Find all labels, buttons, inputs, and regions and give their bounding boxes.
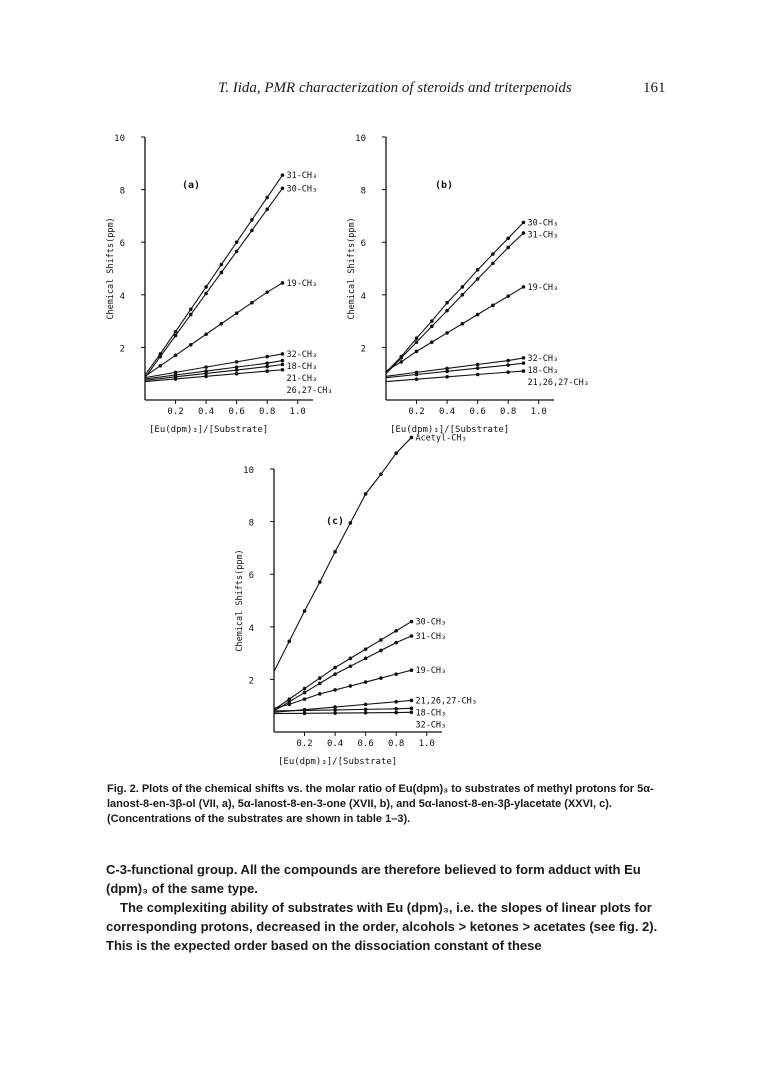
series-label: 26,27-CH₃ [286, 385, 333, 396]
series-label: 21,26,27-CH₃ [415, 696, 477, 707]
data-point [522, 356, 526, 360]
data-point [250, 229, 254, 233]
data-point [379, 472, 383, 476]
data-point [235, 311, 239, 315]
data-point [364, 708, 368, 712]
y-tick-label: 2 [248, 676, 254, 687]
data-point [410, 699, 414, 703]
series-line [386, 233, 523, 374]
y-axis-label: Chemical Shifts(ppm) [347, 217, 357, 320]
data-point [506, 363, 510, 367]
y-tick-label: 6 [360, 239, 366, 250]
y-tick-label: 8 [119, 186, 125, 197]
data-point [333, 550, 337, 554]
x-tick-label: 0.8 [259, 407, 276, 417]
chart-panel-b [340, 120, 589, 450]
data-point [303, 691, 307, 695]
data-point [204, 375, 208, 379]
x-axis-label: [Eu(dpm)₃]/[Substrate] [149, 425, 269, 435]
series-line [386, 371, 523, 382]
data-point [410, 634, 414, 638]
data-point [333, 711, 337, 715]
series-label: 19-CH₃ [415, 666, 447, 677]
series-label: 30-CH₃ [286, 184, 318, 195]
data-point [220, 322, 224, 326]
data-point [318, 692, 322, 696]
data-point [364, 711, 368, 715]
series-line [386, 358, 523, 376]
data-point [399, 360, 403, 364]
series-label: 30-CH₃ [415, 617, 447, 628]
data-point [430, 325, 434, 329]
data-point [281, 359, 285, 363]
data-point [250, 218, 254, 222]
y-tick-label: 2 [119, 344, 125, 355]
data-point [410, 668, 414, 672]
data-point [349, 657, 353, 661]
series-line [274, 712, 411, 713]
data-point [476, 363, 480, 367]
y-axis-label: Chemical Shifts(ppm) [106, 217, 116, 320]
data-point [364, 647, 368, 651]
data-point [379, 649, 383, 653]
data-point [445, 375, 449, 379]
panel-label: (a) [182, 180, 201, 191]
y-tick-label: 6 [119, 239, 125, 250]
series-label: 18-CH₃ [527, 365, 559, 376]
data-point [265, 208, 269, 212]
data-point [461, 322, 465, 326]
data-point [364, 703, 368, 707]
x-tick-label: 0.2 [167, 407, 184, 417]
data-point [318, 676, 322, 680]
data-point [476, 373, 480, 377]
data-point [349, 664, 353, 668]
series-label: 19-CH₃ [527, 282, 559, 293]
data-point [394, 700, 398, 704]
series-label: 21-CH₃ [286, 373, 318, 384]
series-label: 21,26,27-CH₃ [527, 377, 589, 388]
data-point [235, 240, 239, 244]
data-point [281, 352, 285, 356]
data-point [394, 451, 398, 455]
series-line [145, 283, 282, 376]
panel-label: (b) [435, 180, 454, 191]
data-point [250, 301, 254, 305]
series-label: 31-CH₃ [286, 171, 318, 182]
x-tick-label: 0.6 [469, 407, 486, 417]
series-line [145, 370, 282, 382]
data-point [522, 231, 526, 235]
x-axis-label: [Eu(dpm)₃]/[Substrate] [278, 757, 398, 767]
data-point [303, 687, 307, 691]
data-point [318, 580, 322, 584]
data-point [506, 236, 510, 240]
data-point [281, 368, 285, 372]
data-point [235, 368, 239, 372]
data-point [394, 641, 398, 645]
y-tick-label: 10 [243, 466, 254, 476]
data-point [410, 436, 414, 440]
data-point [415, 377, 419, 381]
series-label: 31-CH₃ [415, 632, 447, 643]
series-label: 19-CH₃ [286, 278, 318, 289]
data-point [364, 680, 368, 684]
y-tick-label: 6 [248, 571, 254, 582]
data-point [415, 350, 419, 354]
data-point [522, 285, 526, 289]
data-point [399, 356, 403, 360]
body-paragraph: The complexiting ability of substrates with Eu (dpm)₃, i.e. the slopes of linear plots for corresponding protons, decreased in the order, alcohols > ketones > acetates (see fig. 2). This is the expected order based on the dissociation constant of these [106, 900, 658, 953]
data-point [333, 672, 337, 676]
data-point [189, 343, 193, 347]
data-point [158, 364, 162, 368]
data-point [379, 638, 383, 642]
page-header [0, 80, 780, 100]
data-point [476, 366, 480, 370]
data-point [364, 657, 368, 661]
data-point [394, 711, 398, 715]
data-point [265, 365, 269, 369]
data-point [506, 370, 510, 374]
data-point [265, 196, 269, 200]
y-tick-label: 4 [119, 291, 125, 302]
data-point [415, 336, 419, 340]
page-number: 161 [643, 80, 666, 96]
data-point [445, 309, 449, 313]
data-point [189, 313, 193, 317]
y-tick-label: 4 [248, 623, 254, 634]
series-line [274, 636, 411, 711]
data-point [303, 609, 307, 613]
x-tick-label: 0.4 [197, 407, 215, 417]
panel-label: (c) [326, 516, 345, 527]
data-point [476, 268, 480, 272]
series-line [386, 287, 523, 371]
data-point [415, 373, 419, 377]
series-line [145, 354, 282, 378]
data-point [204, 292, 208, 296]
data-point [379, 676, 383, 680]
data-point [333, 666, 337, 670]
x-tick-label: 1.0 [418, 739, 435, 749]
data-point [204, 285, 208, 289]
x-tick-label: 1.0 [530, 407, 547, 417]
data-point [220, 263, 224, 267]
data-point [333, 688, 337, 692]
y-axis-label: Chemical Shifts(ppm) [235, 549, 245, 652]
data-point [318, 682, 322, 686]
series-line [145, 175, 282, 375]
data-point [491, 304, 495, 308]
data-point [174, 377, 178, 381]
x-tick-label: 0.8 [388, 739, 405, 749]
y-tick-label: 8 [360, 186, 366, 197]
series-label: 31-CH₃ [527, 230, 559, 241]
data-point [174, 334, 178, 338]
series-label: 18-CH₃ [415, 708, 447, 719]
y-tick-label: 4 [360, 291, 366, 302]
chart-panel-c [230, 433, 477, 785]
data-point [410, 710, 414, 714]
series-label: 30-CH₃ [527, 218, 559, 229]
data-point [476, 313, 480, 317]
data-point [204, 332, 208, 336]
data-point [235, 372, 239, 376]
series-label: 32-CH₃ [286, 349, 318, 360]
x-tick-label: 1.0 [289, 407, 306, 417]
data-point [265, 361, 269, 365]
data-point [394, 672, 398, 676]
data-point [445, 370, 449, 374]
data-point [522, 369, 526, 373]
data-point [235, 360, 239, 364]
data-point [522, 361, 526, 365]
series-line [274, 708, 411, 711]
data-point [174, 330, 178, 334]
data-point [303, 697, 307, 701]
y-tick-label: 2 [360, 344, 366, 355]
data-point [445, 301, 449, 305]
data-point [394, 629, 398, 633]
data-point [349, 684, 353, 688]
x-tick-label: 0.2 [408, 407, 425, 417]
data-point [491, 261, 495, 265]
x-tick-label: 0.6 [228, 407, 245, 417]
series-line [274, 622, 411, 710]
data-point [445, 331, 449, 335]
body-paragraph: C-3-functional group. All the compounds are therefore believed to form adduct with Eu (dpm)₃ of the same type. [106, 862, 641, 896]
data-point [265, 369, 269, 373]
data-point [220, 271, 224, 275]
data-point [461, 293, 465, 297]
data-point [349, 521, 353, 525]
data-point [281, 281, 285, 285]
series-label: Acetyl-CH₃ [415, 433, 467, 444]
data-point [281, 363, 285, 367]
data-point [287, 639, 291, 643]
data-point [281, 186, 285, 190]
x-tick-label: 0.4 [326, 739, 344, 749]
data-point [204, 365, 208, 369]
data-point [265, 355, 269, 359]
data-point [430, 319, 434, 323]
data-point [506, 359, 510, 363]
data-point [303, 712, 307, 716]
x-tick-label: 0.2 [296, 739, 313, 749]
data-point [430, 340, 434, 344]
x-axis-label: [Eu(dpm)₃]/[Substrate] [390, 425, 510, 435]
series-line [386, 222, 523, 372]
series-label: 32-CH₃ [527, 353, 559, 364]
x-tick-label: 0.8 [500, 407, 517, 417]
data-point [394, 707, 398, 711]
data-point [189, 307, 193, 311]
series-line [145, 364, 282, 380]
series-line [386, 363, 523, 377]
data-point [506, 294, 510, 298]
data-point [281, 173, 285, 177]
data-point [461, 285, 465, 289]
data-point [265, 290, 269, 294]
series-line [274, 437, 411, 671]
data-point [522, 221, 526, 225]
figure-caption: Fig. 2. Plots of the chemical shifts vs. the molar ratio of Eu(dpm)₃ to substrates of methyl protons for 5α-lanost-8-en-3β-ol (VII, a), 5α-lanost-8-en-3-one (XVII, b), and 5α-lanost-8-en-3β-ylacetate (XXVI, c). (Concentrations of the substrates are shown in table 1–3). [107, 783, 654, 825]
data-point [333, 708, 337, 712]
running-title: T. Iida, PMR characterization of steroids and triterpenoids [218, 80, 572, 96]
series-label: 18-CH₃ [286, 361, 318, 372]
data-point [491, 252, 495, 256]
data-point [506, 246, 510, 250]
y-tick-label: 8 [248, 518, 254, 529]
data-point [410, 707, 414, 711]
body-text [106, 860, 668, 955]
series-label: 32-CH₃ [415, 720, 447, 731]
data-point [287, 703, 291, 707]
data-point [364, 492, 368, 496]
data-point [476, 277, 480, 281]
series-line [145, 188, 282, 377]
data-point [158, 355, 162, 359]
x-tick-label: 0.6 [357, 739, 374, 749]
y-tick-label: 10 [114, 134, 125, 144]
data-point [174, 353, 178, 357]
chart-panel-a [88, 120, 333, 450]
y-tick-label: 10 [355, 134, 366, 144]
data-point [410, 620, 414, 624]
x-tick-label: 0.4 [438, 407, 456, 417]
data-point [415, 340, 419, 344]
data-point [235, 250, 239, 254]
